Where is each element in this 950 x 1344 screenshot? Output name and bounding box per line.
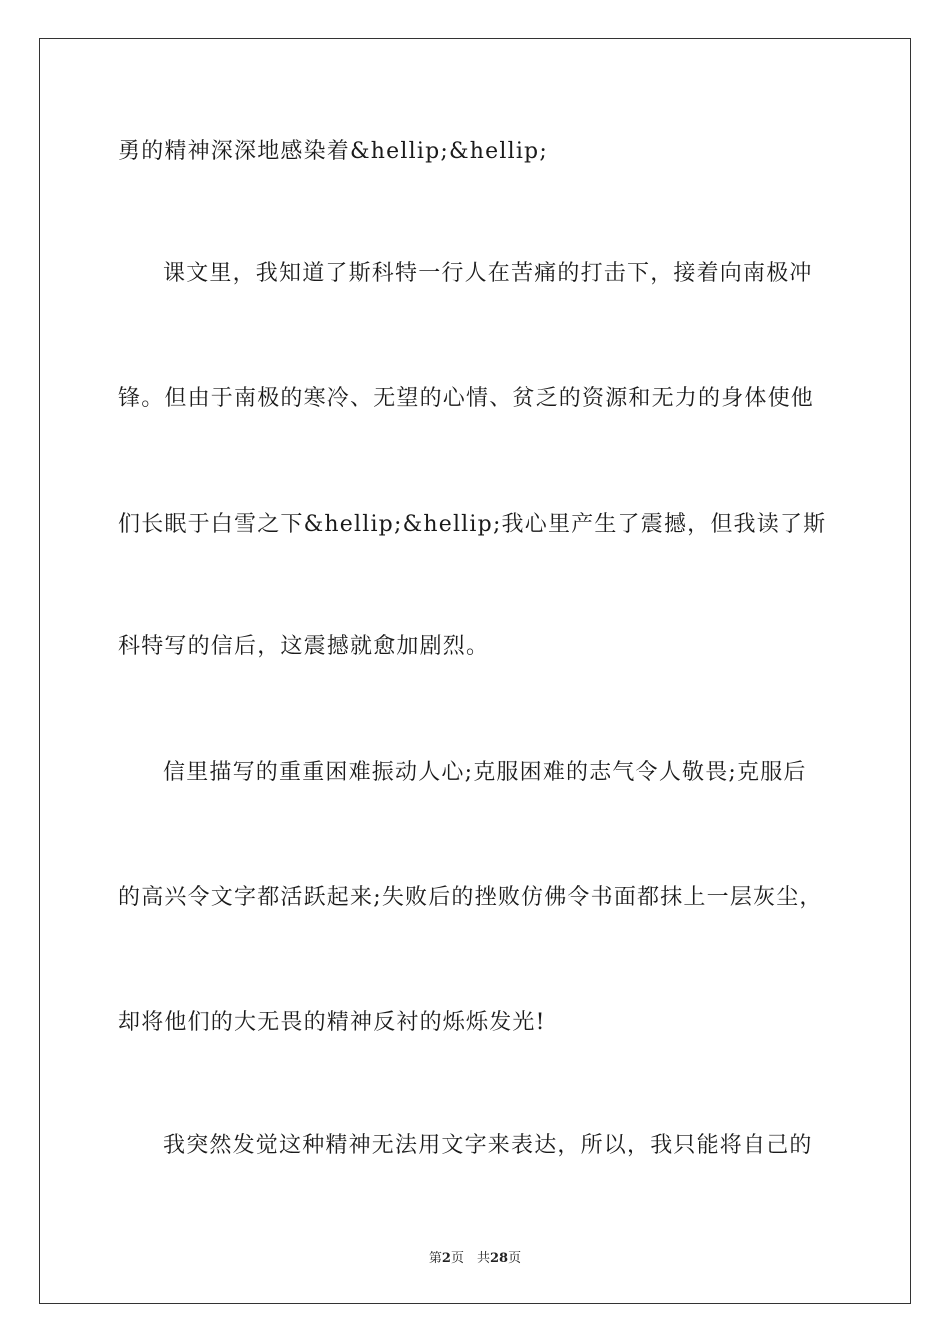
page-suffix: 页 xyxy=(508,1251,522,1266)
text-line: 锋。但由于南极的寒冷、无望的心情、贫乏的资源和无力的身体使他 xyxy=(118,386,815,411)
page-mid: 页 共 xyxy=(450,1251,490,1266)
text-line: 们长眠于白雪之下&hellip;&hellip;我心里产生了震撼，但我读了斯 xyxy=(118,512,827,537)
page-prefix: 第 xyxy=(428,1251,442,1266)
text-line: 科特写的信后，这震撼就愈加剧烈。 xyxy=(118,634,490,659)
text-line: 的高兴令文字都活跃起来;失败后的挫败仿佛令书面都抹上一层灰尘， xyxy=(118,885,823,910)
paragraph-start-line: 我突然发觉这种精神无法用文字来表达，所以，我只能将自己的 xyxy=(163,1133,813,1158)
total-page-number: 28 xyxy=(489,1251,509,1266)
text-line: 勇的精神深深地感染着&hellip;&hellip; xyxy=(118,139,548,164)
page-number-footer xyxy=(0,1247,950,1266)
paragraph-start-line: 课文里，我知道了斯科特一行人在苦痛的打击下，接着向南极冲 xyxy=(163,261,813,286)
page-frame xyxy=(39,38,911,1304)
text-line: 却将他们的大无畏的精神反衬的烁烁发光! xyxy=(118,1010,546,1035)
paragraph-start-line: 信里描写的重重困难振动人心;克服困难的志气令人敬畏;克服后 xyxy=(163,760,807,785)
current-page-number: 2 xyxy=(441,1251,451,1266)
